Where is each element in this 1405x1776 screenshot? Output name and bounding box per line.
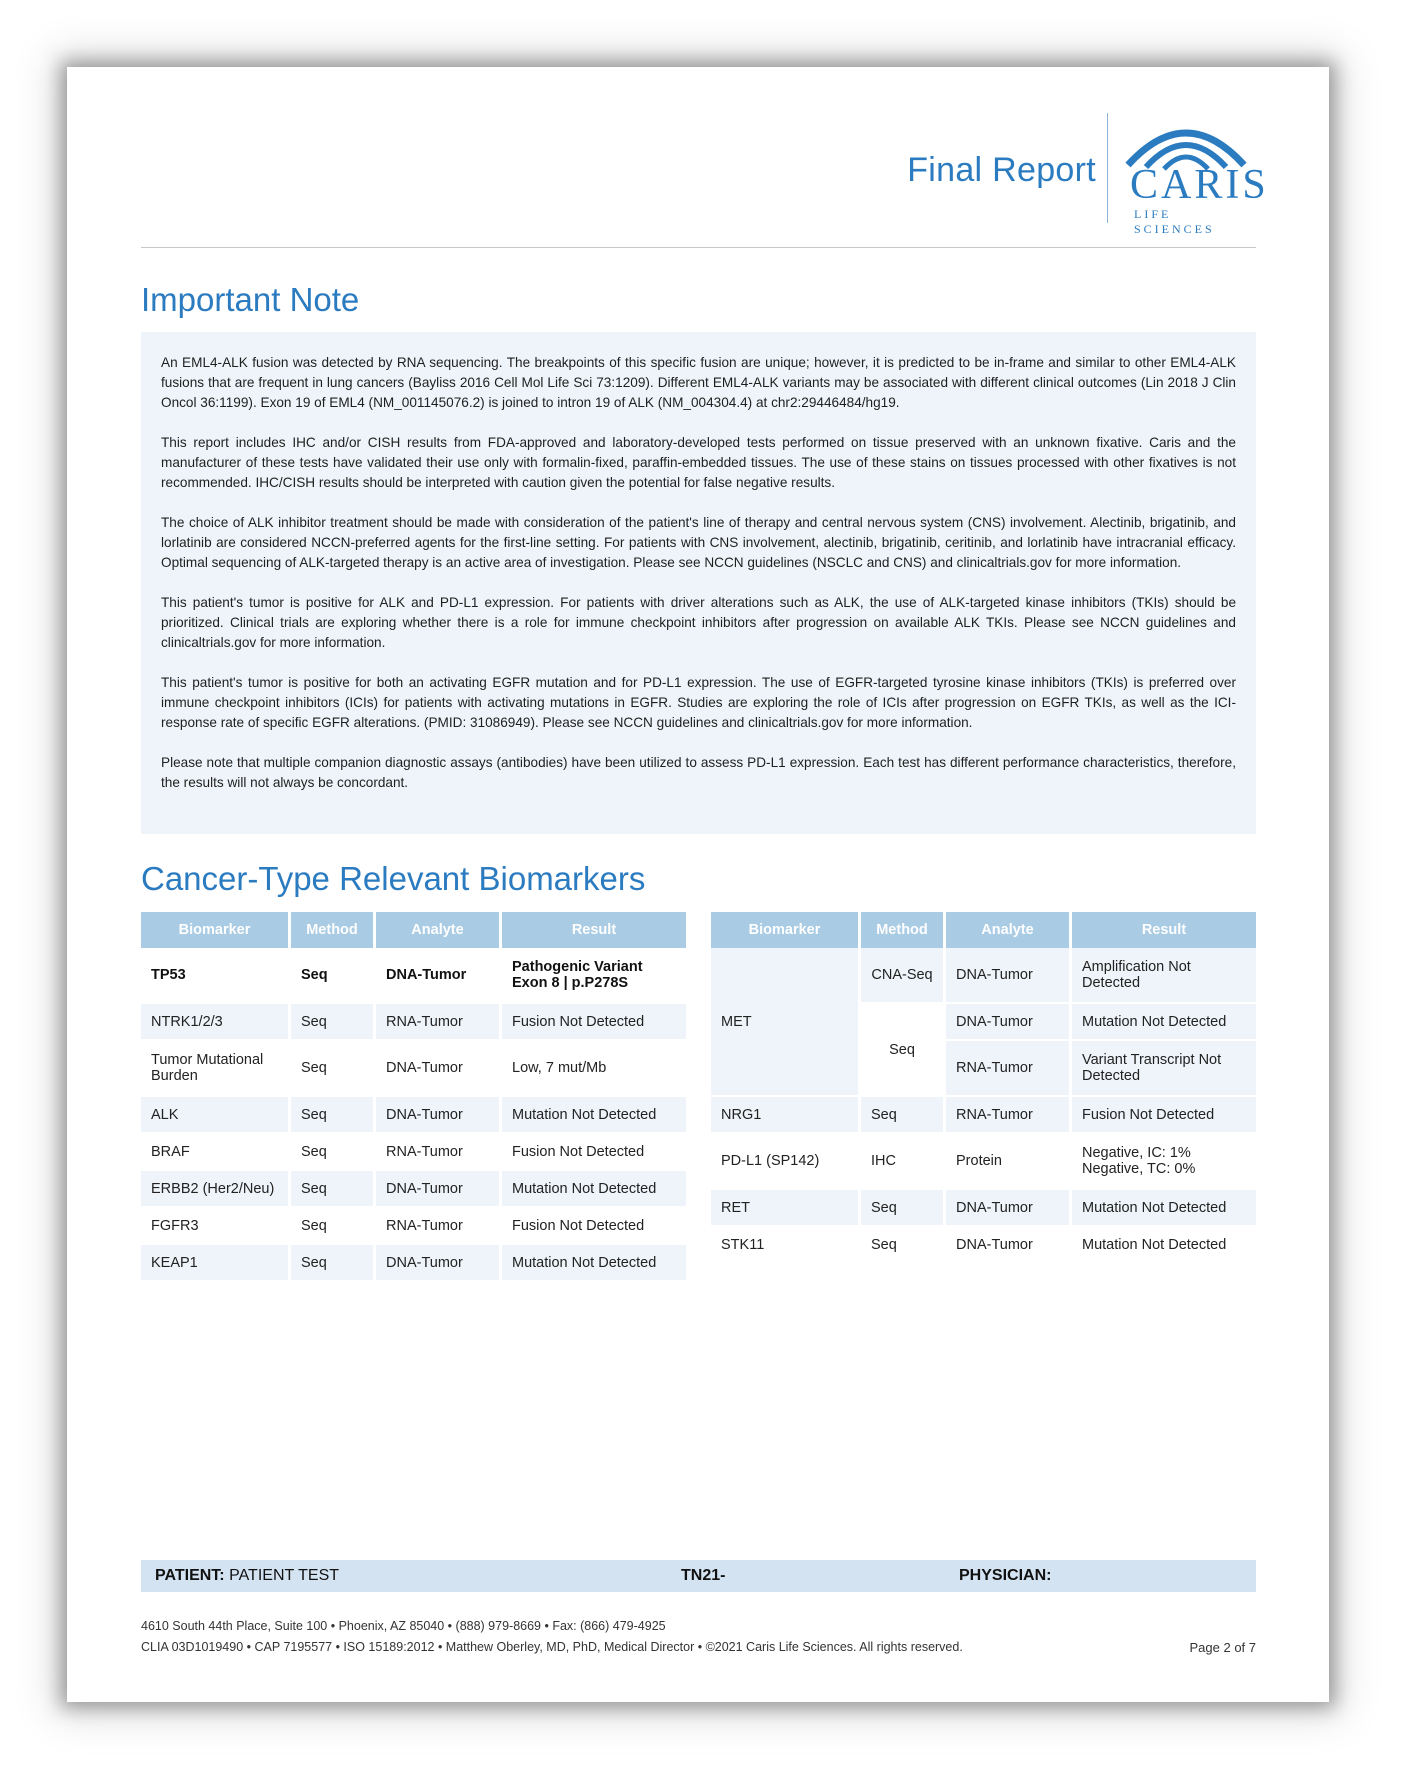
table-row: [141, 1041, 686, 1097]
table-row: [711, 948, 1256, 1004]
method-cell: Seq: [291, 1097, 376, 1134]
analyte-cell: DNA-Tumor: [946, 948, 1072, 1004]
result-cell: Low, 7 mut/Mb: [502, 1041, 686, 1097]
analyte-cell: DNA-Tumor: [946, 1004, 1072, 1041]
biomarkers-heading: Cancer-Type Relevant Biomarkers: [141, 860, 646, 897]
physician-label: PHYSICIAN:: [959, 1567, 1052, 1584]
analyte-cell: DNA-Tumor: [376, 1245, 502, 1282]
table-row: [711, 1190, 1256, 1227]
biomarker-cell: PD-L1 (SP142): [711, 1134, 861, 1190]
footer-address: 4610 South 44th Place, Suite 100 • Phoenix, AZ 85040 • (888) 979-8669 • Fax: (866) 479-4925: [141, 1619, 666, 1633]
biomarker-cell: NRG1: [711, 1097, 861, 1134]
page-content: [141, 67, 1269, 1702]
method-cell: Seq: [291, 1134, 376, 1171]
result-cell: Fusion Not Detected: [502, 1134, 686, 1171]
tn-number: TN21-: [681, 1567, 726, 1584]
analyte-cell: DNA-Tumor: [946, 1227, 1072, 1264]
patient-label: PATIENT:: [155, 1567, 225, 1584]
biomarker-cell: MET: [711, 948, 861, 1097]
result-cell: Mutation Not Detected: [502, 1245, 686, 1282]
method-cell: Seq: [861, 1227, 946, 1264]
note-paragraph: This patient's tumor is positive for both an activating EGFR mutation and for PD-L1 expression. The use of EGFR-targeted tyrosine kinase inhibitors (TKIs) is preferred over immune checkpoint inhibitors (ICIs) for patients with activating mutations in EGFR. Studies are exploring the role of ICIs after progression on EGFR TKIs, as well as the ICI-response rate of specific EGFR alterations. (PMID: 31086949). Please see NCCN guidelines and clinicaltrials.gov for more information.: [161, 675, 1236, 730]
table-row: [141, 948, 686, 1004]
report-header: [141, 113, 1269, 236]
result-line: Negative, TC: 0%: [1082, 1161, 1196, 1177]
table-row: [141, 1171, 686, 1208]
analyte-cell: DNA-Tumor: [946, 1190, 1072, 1227]
column-header: Result: [1072, 912, 1256, 948]
result-cell: Mutation Not Detected: [502, 1097, 686, 1134]
header-divider: [1107, 113, 1108, 223]
column-header: Analyte: [376, 912, 502, 948]
logo-wordmark: CARIS: [1130, 162, 1269, 208]
result-line: Detected: [1082, 1068, 1141, 1084]
column-header: Result: [502, 912, 686, 948]
biomarker-cell: [141, 1041, 291, 1097]
page-number: Page 2 of 7: [1189, 1640, 1256, 1655]
biomarker-cell: STK11: [711, 1227, 861, 1264]
method-cell: Seq: [291, 1208, 376, 1245]
result-cell: Fusion Not Detected: [502, 1004, 686, 1041]
table-row: [141, 1097, 686, 1134]
report-page: [67, 67, 1329, 1702]
table-row: [711, 1097, 1256, 1134]
table-row: [141, 1004, 686, 1041]
biomarker-cell: RET: [711, 1190, 861, 1227]
result-line: Exon 8 | p.P278S: [512, 975, 629, 991]
method-cell: Seq: [291, 1041, 376, 1097]
logo-subtitle: LIFE SCIENCES: [1134, 207, 1215, 236]
note-paragraph: The choice of ALK inhibitor treatment should be made with consideration of the patient's line of therapy and central nervous system (CNS) involvement. Alectinib, brigatinib, and lorlatinib are considered NCCN-preferred agents for the first-line setting. For patients with CNS involvement, alectinib, brigatinib, ceritinib, and lorlatinib have intracranial efficacy. Optimal sequencing of ALK-targeted therapy is an active area of investigation. Please see NCCN guidelines (NSCLC and CNS) and clinicaltrials.gov for more information.: [161, 515, 1236, 570]
method-cell: CNA-Seq: [861, 948, 946, 1004]
biomarker-table-right: [711, 912, 1256, 1264]
table-header-row: [711, 912, 1256, 948]
biomarker-table-left: [141, 912, 686, 1282]
method-cell: Seq: [861, 1004, 946, 1097]
result-cell: [1072, 1134, 1256, 1190]
method-cell: IHC: [861, 1134, 946, 1190]
result-line: Variant Transcript Not: [1082, 1052, 1222, 1068]
biomarker-cell: NTRK1/2/3: [141, 1004, 291, 1041]
column-header: Biomarker: [141, 912, 291, 948]
method-cell: Seq: [291, 948, 376, 1004]
biomarker-cell: TP53: [141, 948, 291, 1004]
analyte-cell: RNA-Tumor: [376, 1004, 502, 1041]
caris-logo: [1116, 113, 1269, 236]
result-cell: Mutation Not Detected: [1072, 1004, 1256, 1041]
table-row: [711, 1227, 1256, 1264]
biomarker-cell: ERBB2 (Her2/Neu): [141, 1171, 291, 1208]
biomarker-cell: FGFR3: [141, 1208, 291, 1245]
biomarker-cell: BRAF: [141, 1134, 291, 1171]
note-paragraph: An EML4-ALK fusion was detected by RNA sequencing. The breakpoints of this specific fusion are unique; however, it is predicted to be in-frame and similar to other EML4-ALK fusions that are frequent in lung cancers (Bayliss 2016 Cell Mol Life Sci 73:1209). Different EML4-ALK variants may be associated with different clinical outcomes (Lin 2018 J Clin Oncol 36:1199). Exon 19 of EML4 (NM_001145076.2) is joined to intron 19 of ALK (NM_004304.4) at chr2:29446484/hg19.: [161, 355, 1236, 410]
result-cell: Mutation Not Detected: [1072, 1227, 1256, 1264]
analyte-cell: Protein: [946, 1134, 1072, 1190]
biomarker-cell: KEAP1: [141, 1245, 291, 1282]
table-row: [141, 1208, 686, 1245]
column-header: Biomarker: [711, 912, 861, 948]
result-line: Pathogenic Variant: [512, 959, 643, 975]
column-header: Method: [861, 912, 946, 948]
patient-value: PATIENT TEST: [229, 1567, 340, 1584]
header-rule: [141, 247, 1256, 248]
biomarker-line: Tumor Mutational: [151, 1052, 264, 1068]
table-row: [141, 1134, 686, 1171]
footer-accreditation: CLIA 03D1019490 • CAP 7195577 • ISO 15189:2012 • Matthew Oberley, MD, PhD, Medical Director • ©2021 Caris Life Sciences. All rights reserved.: [141, 1640, 963, 1654]
table-row: [141, 1245, 686, 1282]
result-line: Detected: [1082, 975, 1141, 991]
biomarker-cell: ALK: [141, 1097, 291, 1134]
report-title: Final Report: [907, 151, 1096, 189]
note-paragraph: Please note that multiple companion diagnostic assays (antibodies) have been utilized to assess PD-L1 expression. Each test has different performance characteristics, therefore, the results will not always be concordant.: [161, 755, 1236, 790]
note-paragraph: This report includes IHC and/or CISH results from FDA-approved and laboratory-developed tests performed on tissue preserved with an unknown fixative. Caris and the manufacturer of these tests have validated their use only with formalin-fixed, paraffin-embedded tissues. The use of these stains on tissues processed with other fixatives is not recommended. IHC/CISH results should be interpreted with caution given the potential for false negative results.: [161, 435, 1236, 490]
table-row: [711, 1134, 1256, 1190]
analyte-cell: RNA-Tumor: [946, 1097, 1072, 1134]
result-line: Amplification Not: [1082, 959, 1191, 975]
important-note-heading: Important Note: [141, 281, 360, 318]
result-cell: [1072, 1041, 1256, 1097]
result-cell: Mutation Not Detected: [1072, 1190, 1256, 1227]
result-cell: [502, 948, 686, 1004]
column-header: Analyte: [946, 912, 1072, 948]
result-cell: Fusion Not Detected: [1072, 1097, 1256, 1134]
biomarker-line: Burden: [151, 1068, 198, 1084]
column-header: Method: [291, 912, 376, 948]
analyte-cell: RNA-Tumor: [376, 1134, 502, 1171]
analyte-cell: RNA-Tumor: [946, 1041, 1072, 1097]
method-cell: Seq: [291, 1004, 376, 1041]
analyte-cell: DNA-Tumor: [376, 1097, 502, 1134]
result-cell: Mutation Not Detected: [502, 1171, 686, 1208]
result-cell: Fusion Not Detected: [502, 1208, 686, 1245]
analyte-cell: DNA-Tumor: [376, 1041, 502, 1097]
analyte-cell: DNA-Tumor: [376, 1171, 502, 1208]
method-cell: Seq: [861, 1097, 946, 1134]
table-header-row: [141, 912, 686, 948]
method-cell: Seq: [861, 1190, 946, 1227]
result-line: Negative, IC: 1%: [1082, 1145, 1191, 1161]
note-paragraph: This patient's tumor is positive for ALK and PD-L1 expression. For patients with driver alterations such as ALK, the use of ALK-targeted kinase inhibitors (TKIs) should be prioritized. Clinical trials are exploring whether there is a role for immune checkpoint inhibitors after progression on available ALK TKIs. Please see NCCN guidelines and clinicaltrials.gov for more information.: [161, 595, 1236, 650]
important-note-box: [141, 332, 1256, 834]
method-cell: Seq: [291, 1171, 376, 1208]
result-cell: [1072, 948, 1256, 1004]
patient-info-bar: [141, 1560, 1256, 1592]
analyte-cell: RNA-Tumor: [376, 1208, 502, 1245]
patient-field: [155, 1567, 339, 1585]
method-cell: Seq: [291, 1245, 376, 1282]
analyte-cell: DNA-Tumor: [376, 948, 502, 1004]
